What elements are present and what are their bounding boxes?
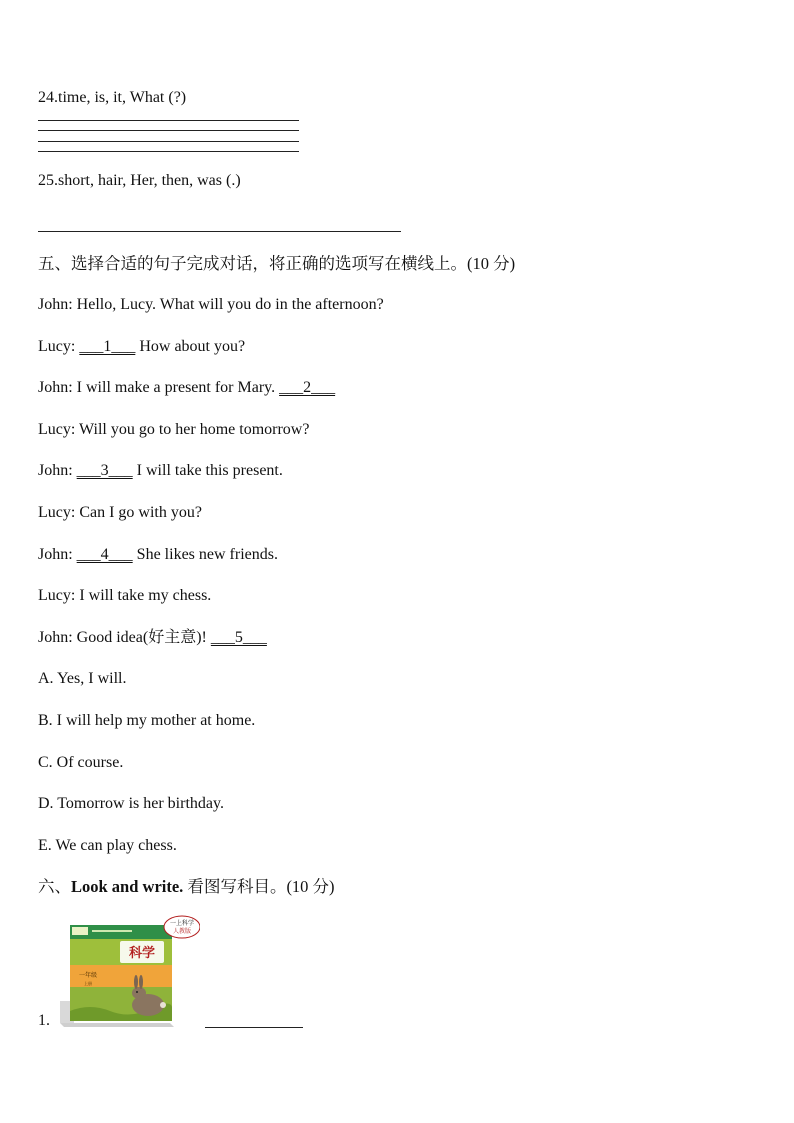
section5-title: 五、选择合适的句子完成对话，将正确的选项写在横线上。(10 分) xyxy=(38,254,516,273)
q24-number: 24. xyxy=(38,89,58,106)
dialogue-line-6 xyxy=(38,503,202,523)
dialogue-line-5 xyxy=(38,461,283,481)
dialogue-line-4 xyxy=(38,420,309,440)
dialogue-text: Lucy: Will you go to her home tomorrow? xyxy=(38,421,310,438)
dialogue-speaker: John: xyxy=(38,462,77,479)
q24-answer-line-4[interactable] xyxy=(38,151,299,152)
option-d: D. Tomorrow is her birthday. xyxy=(38,795,224,812)
answer-blank-4[interactable]: ___4___ xyxy=(76,546,133,563)
q24-answer-line-3[interactable] xyxy=(38,141,299,142)
section6-title-bold: Look and write. xyxy=(71,877,184,896)
item1-answer-line[interactable] xyxy=(205,1027,303,1028)
dialogue-text: How about you? xyxy=(135,338,246,355)
dialogue-line-1 xyxy=(38,295,384,315)
answer-blank-3[interactable]: ___3___ xyxy=(76,462,133,479)
section6-title-rest: 看图写科目。(10 分) xyxy=(183,877,335,896)
item-number: 1. xyxy=(38,1012,50,1029)
option-b: B. I will help my mother at home. xyxy=(38,712,256,729)
section6-title xyxy=(38,877,335,897)
answer-blank-1[interactable]: ___1___ xyxy=(79,338,136,355)
dialogue-text: John: Good idea(好主意)! xyxy=(38,629,211,646)
badge-line2: 人教版 xyxy=(172,928,192,935)
q24-answer-line-2[interactable] xyxy=(38,130,299,131)
option-c: C. Of course. xyxy=(38,754,124,771)
dialogue-text: She likes new friends. xyxy=(132,546,278,563)
badge-line1: 一上科学 xyxy=(169,920,195,927)
section6-number: 六、 xyxy=(38,877,71,896)
dialogue-text: Lucy: Can I go with you? xyxy=(38,504,202,521)
option-e: E. We can play chess. xyxy=(38,837,177,854)
book-subject-text: 科学 xyxy=(128,946,156,961)
q25-words: short, hair, Her, then, was (.) xyxy=(58,172,241,189)
dialogue-text: Lucy: I will take my chess. xyxy=(38,587,212,604)
book-volume-text: 上册 xyxy=(84,981,92,986)
dialogue-text: I will take this present. xyxy=(132,462,283,479)
edition-badge xyxy=(164,916,200,938)
answer-blank-2[interactable]: ___2___ xyxy=(279,379,336,396)
answer-blank-5[interactable]: ___5___ xyxy=(210,629,267,646)
dialogue-line-3 xyxy=(38,378,335,398)
dialogue-text: John: I will make a present for Mary. xyxy=(38,379,280,396)
book-grade-text: 一年级 xyxy=(78,972,98,979)
q24-answer-line-1[interactable] xyxy=(38,120,299,121)
dialogue-line-7 xyxy=(38,545,278,565)
q25-number: 25. xyxy=(38,172,58,189)
dialogue-line-8 xyxy=(38,586,211,606)
dialogue-line-9 xyxy=(38,628,267,648)
q24-prompt xyxy=(38,88,186,108)
q25-answer-line[interactable] xyxy=(38,231,401,232)
option-a: A. Yes, I will. xyxy=(38,670,127,687)
dialogue-line-2 xyxy=(38,337,245,357)
q25-prompt xyxy=(38,171,241,191)
dialogue-text: John: Hello, Lucy. What will you do in the afternoon? xyxy=(38,296,384,313)
q24-words: time, is, it, What (?) xyxy=(58,89,187,106)
science-textbook-image xyxy=(60,915,200,1027)
dialogue-speaker: John: xyxy=(38,546,77,563)
dialogue-speaker: Lucy: xyxy=(38,338,80,355)
